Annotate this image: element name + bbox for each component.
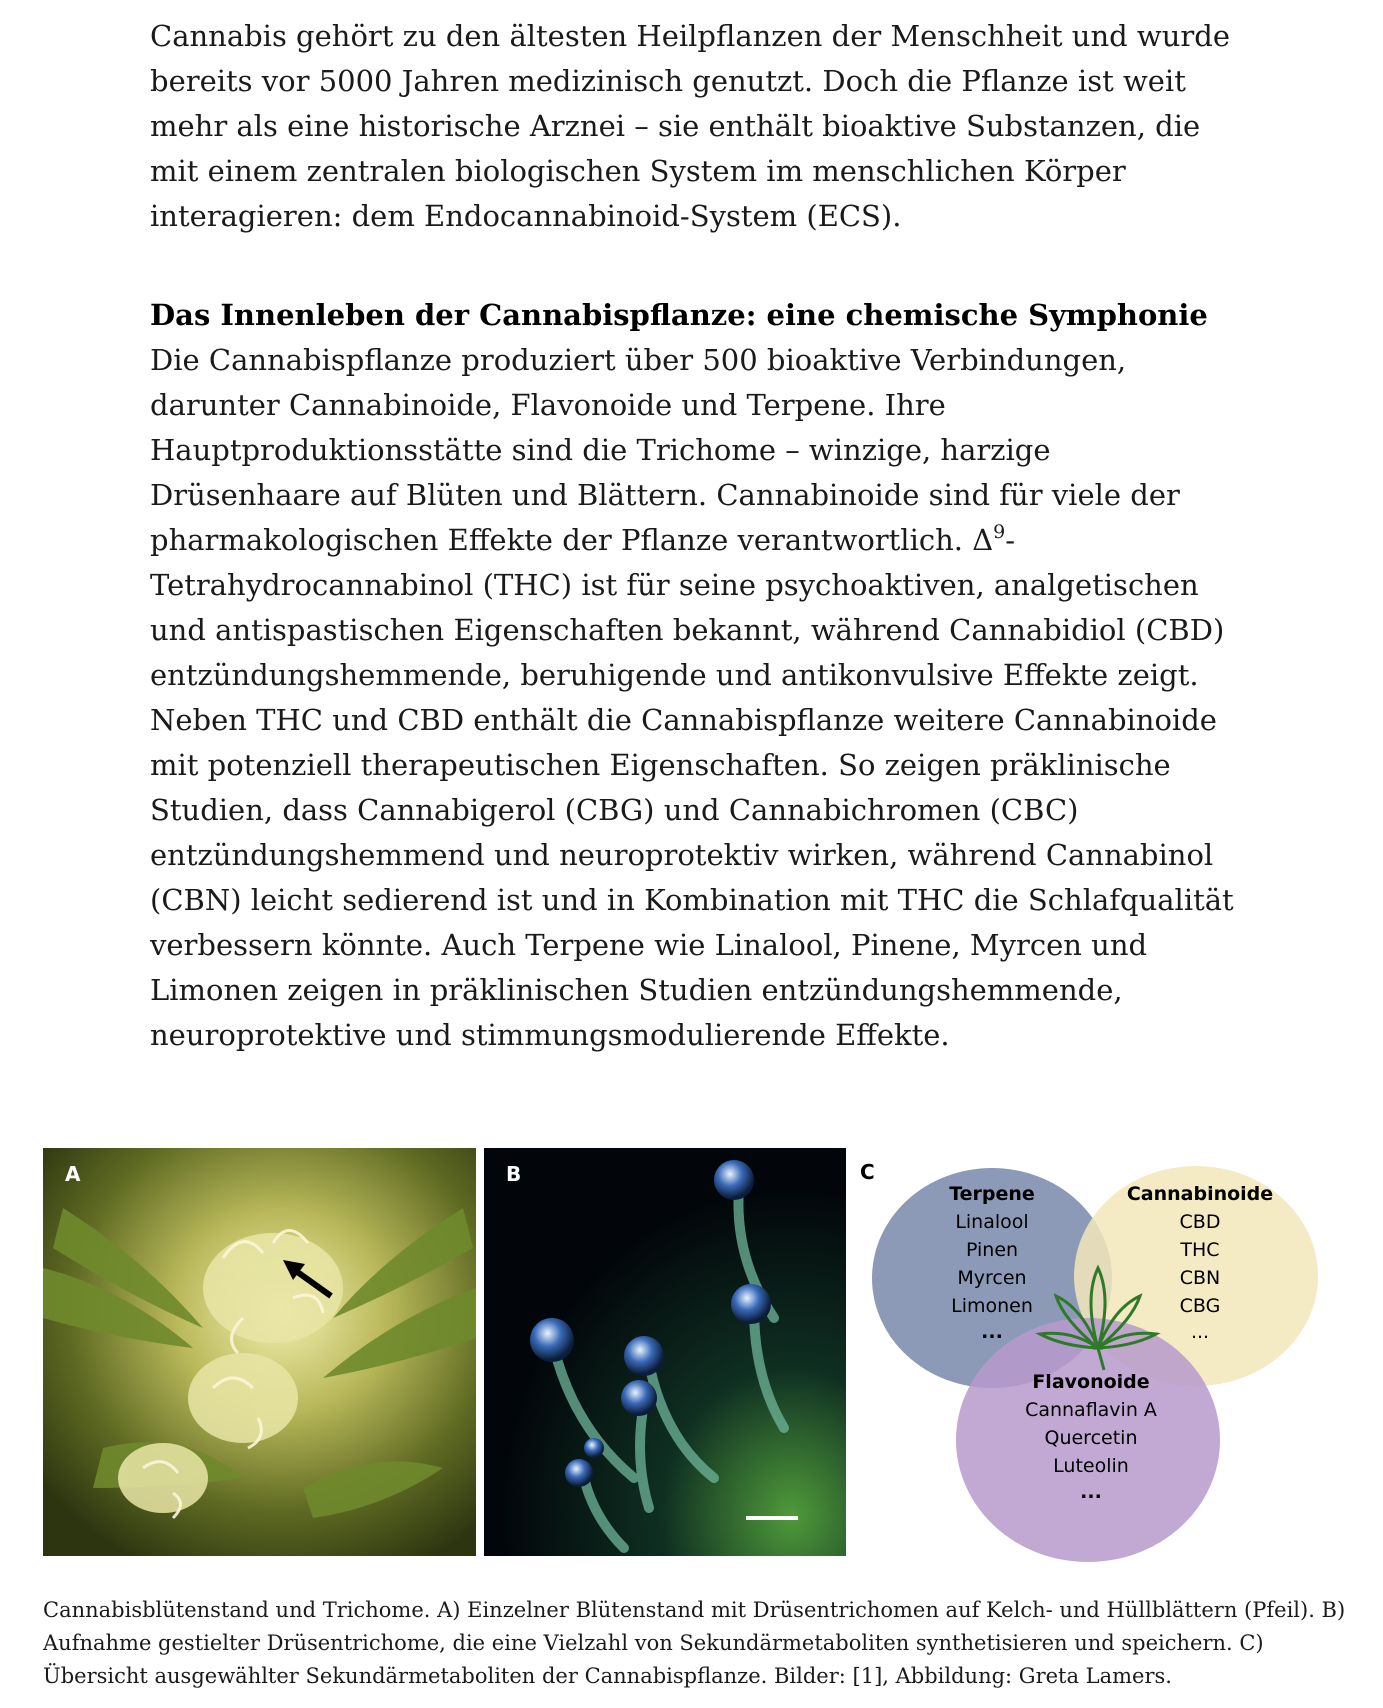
scale-bar xyxy=(746,1516,798,1520)
flavonoide-item: Cannaflavin A xyxy=(1025,1399,1157,1421)
figure-caption: Cannabisblütenstand und Trichome. A) Einzelner Blütenstand mit Drüsentrichomen auf Kelch- und Hüllblättern (Pfeil). B) Aufnahme gestielter Drüsentrichome, die eine Vielzahl von Sekundärmetaboliten synthetisieren und speichern. C) Übersicht ausgewählter Sekundärmetaboliten der Cannabispflanze. Bilder: [1], Abbildung: Greta Lamers. xyxy=(43,1598,1346,1688)
terpene-title: Terpene xyxy=(949,1183,1035,1205)
intro-paragraph: Cannabis gehört zu den ältesten Heilpflanzen der Menschheit und wurde bereits vor 5000 Jahren medizinisch genutzt. Doch die Pflanze ist weit mehr als eine historische Arznei – sie enthält bioaktive Substanzen, die mit einem zentralen biologischen System im menschlichen Körper interagieren: dem Endocannabinoid-System (ECS). xyxy=(150,19,1230,233)
section-heading: Das Innenleben der Cannabispflanze: eine chemische Symphonie xyxy=(150,298,1208,332)
terpene-item: Linalool xyxy=(955,1211,1029,1233)
panel-a-label: A xyxy=(65,1162,81,1186)
cannabinoide-item: CBD xyxy=(1179,1211,1221,1233)
terpene-item: ... xyxy=(981,1321,1003,1343)
flavonoide-item: Quercetin xyxy=(1044,1427,1138,1449)
panel-c-label: C xyxy=(860,1160,875,1184)
flower-photo-illustration xyxy=(43,1148,476,1556)
panel-b-trichome-photo xyxy=(484,1148,846,1556)
terpene-item: Limonen xyxy=(951,1295,1033,1317)
cannabinoide-item: CBG xyxy=(1179,1295,1221,1317)
body-text-part2: -Tetrahydrocannabinol (THC) ist für seine psychoaktiven, analgetischen und antispastischen Eigenschaften bekannt, während Cannabidiol (CBD) entzündungshemmende, beruhigende und antikonvulsive Effekte zeigt. Neben THC und CBD enthält die Cannabispflanze weitere Cannabinoide mit potenziell therapeutischen Eigenschaften. So zeigen präklinische Studien, dass Cannabigerol (CBG) und Cannabichromen (CBC) entzündungshemmend und neuroprotektiv wirken, während Cannabinol (CBN) leicht sedierend ist und in Kombination mit THC die Schlafqualität verbessern könnte. Auch Terpene wie Linalool, Pinene, Myrcen und Limonen zeigen in präklinischen Studien entzündungshemmende, neuroprotektive und stimmungsmodulierende Effekte. xyxy=(150,523,1234,1052)
panel-b-label: B xyxy=(506,1162,522,1186)
terpene-item: Myrcen xyxy=(957,1267,1027,1289)
flavonoide-item: Luteolin xyxy=(1053,1455,1129,1477)
body-text-part1: Die Cannabispflanze produziert über 500 bioaktive Verbindungen, darunter Cannabinoide, Flavonoide und Terpene. Ihre Hauptproduktionsstätte sind die Trichome – winzige, harzige Drüsenhaare auf Blüten und Blättern. Cannabinoide sind für viele der pharmakologischen Effekte der Pflanze verantwortlich. Δ xyxy=(150,343,1180,557)
terpene-item: Pinen xyxy=(965,1239,1019,1261)
article xyxy=(150,14,1250,1058)
flavonoide-item: ... xyxy=(1080,1481,1102,1503)
cannabinoide-item: ... xyxy=(1190,1321,1210,1343)
flavonoide-title: Flavonoide xyxy=(1032,1371,1150,1393)
panel-a-flower-photo xyxy=(43,1148,476,1556)
trichome-photo-illustration xyxy=(484,1148,846,1556)
cannabinoide-title: Cannabinoide xyxy=(1126,1183,1274,1205)
delta-superscript: 9 xyxy=(993,521,1006,543)
panel-c-venn-diagram xyxy=(856,1148,1346,1568)
cannabinoide-item: CBN xyxy=(1179,1267,1221,1289)
cannabinoide-item: THC xyxy=(1180,1239,1220,1261)
body-paragraph xyxy=(150,338,1250,1058)
